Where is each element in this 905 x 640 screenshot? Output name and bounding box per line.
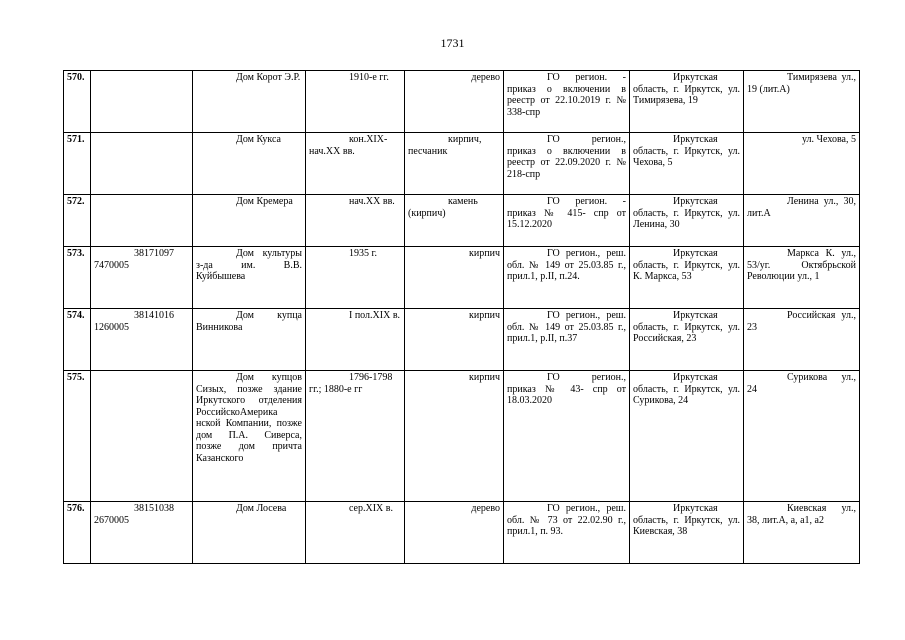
object-material: кирпич <box>405 309 504 371</box>
object-material: кирпич <box>405 371 504 502</box>
object-name: Дом Лосева <box>193 502 306 564</box>
object-address: Ленина ул., 30, лит.А <box>744 195 860 247</box>
registry-code <box>91 133 193 195</box>
registry-code <box>91 195 193 247</box>
object-name: Дом купца Винникова <box>193 309 306 371</box>
protection-document: ГО регион. - приказ о включении в реестр от 22.10.2019 г. № 338-спр <box>504 71 630 133</box>
object-location: Иркутская область, г. Иркутск, ул. Российская, 23 <box>630 309 744 371</box>
page-number: 1731 <box>440 36 465 50</box>
row-number: 572. <box>64 195 91 247</box>
object-name: Дом Корот Э.Р. <box>193 71 306 133</box>
object-date: I пол.XIX в. <box>306 309 405 371</box>
table-row <box>64 247 860 309</box>
protection-document: ГО регион. - приказ № 415- спр от 15.12.2020 <box>504 195 630 247</box>
table-row <box>64 71 860 133</box>
object-location: Иркутская область, г. Иркутск, ул. К. Маркса, 53 <box>630 247 744 309</box>
object-address: Маркса К. ул., 53/уг. Октябрьской Революции ул., 1 <box>744 247 860 309</box>
object-address: Тимирязева ул., 19 (лит.А) <box>744 71 860 133</box>
object-address: Киевская ул., 38, лит.А, а, а1, а2 <box>744 502 860 564</box>
registry-code: 38171097 7470005 <box>91 247 193 309</box>
object-location: Иркутская область, г. Иркутск, ул. Киевская, 38 <box>630 502 744 564</box>
protection-document: ГО регион., приказ № 43- спр от 18.03.2020 <box>504 371 630 502</box>
table-row <box>64 133 860 195</box>
object-date: 1796-1798 гг.; 1880-е гг <box>306 371 405 502</box>
object-location: Иркутская область, г. Иркутск, ул. Чехова, 5 <box>630 133 744 195</box>
object-material: дерево <box>405 502 504 564</box>
row-number: 576. <box>64 502 91 564</box>
registry-code <box>91 371 193 502</box>
object-name: Дом купцов Сизых, позже здание Иркутского отделения РоссийскоАмерика нской Компании, позже дом П.А. Сиверса, позже дом причта Казанского <box>193 371 306 502</box>
registry-code <box>91 71 193 133</box>
table-row <box>64 502 860 564</box>
table-row <box>64 195 860 247</box>
object-date: сер.XIX в. <box>306 502 405 564</box>
row-number: 570. <box>64 71 91 133</box>
object-location: Иркутская область, г. Иркутск, ул. Ленина, 30 <box>630 195 744 247</box>
protection-document: ГО регион., реш. обл. № 73 от 22.02.90 г., прил.1, п. 93. <box>504 502 630 564</box>
row-number: 571. <box>64 133 91 195</box>
row-number: 574. <box>64 309 91 371</box>
object-material: кирпич, песчаник <box>405 133 504 195</box>
table-row <box>64 309 860 371</box>
object-date: 1935 г. <box>306 247 405 309</box>
object-material: дерево <box>405 71 504 133</box>
protection-document: ГО регион., приказ о включении в реестр от 22.09.2020 г. № 218-спр <box>504 133 630 195</box>
object-address: ул. Чехова, 5 <box>744 133 860 195</box>
object-name: Дом Кремера <box>193 195 306 247</box>
object-location: Иркутская область, г. Иркутск, ул. Тимирязева, 19 <box>630 71 744 133</box>
object-name: Дом Кукса <box>193 133 306 195</box>
object-material: камень (кирпич) <box>405 195 504 247</box>
row-number: 573. <box>64 247 91 309</box>
registry-code: 38151038 2670005 <box>91 502 193 564</box>
table-row <box>64 371 860 502</box>
object-location: Иркутская область, г. Иркутск, ул. Сурикова, 24 <box>630 371 744 502</box>
object-address: Российская ул., 23 <box>744 309 860 371</box>
object-address: Сурикова ул., 24 <box>744 371 860 502</box>
row-number: 575. <box>64 371 91 502</box>
object-date: 1910-е гг. <box>306 71 405 133</box>
object-name: Дом культуры з-да им. В.В. Куйбышева <box>193 247 306 309</box>
protection-document: ГО регион., реш. обл. № 149 от 25.03.85 г., прил.1, р.II, п.37 <box>504 309 630 371</box>
object-material: кирпич <box>405 247 504 309</box>
object-date: кон.XIX-нач.XX вв. <box>306 133 405 195</box>
heritage-registry-table <box>63 70 860 564</box>
object-date: нач.XX вв. <box>306 195 405 247</box>
registry-code: 38141016 1260005 <box>91 309 193 371</box>
protection-document: ГО регион., реш. обл. № 149 от 25.03.85 г., прил.1, р.II, п.24. <box>504 247 630 309</box>
